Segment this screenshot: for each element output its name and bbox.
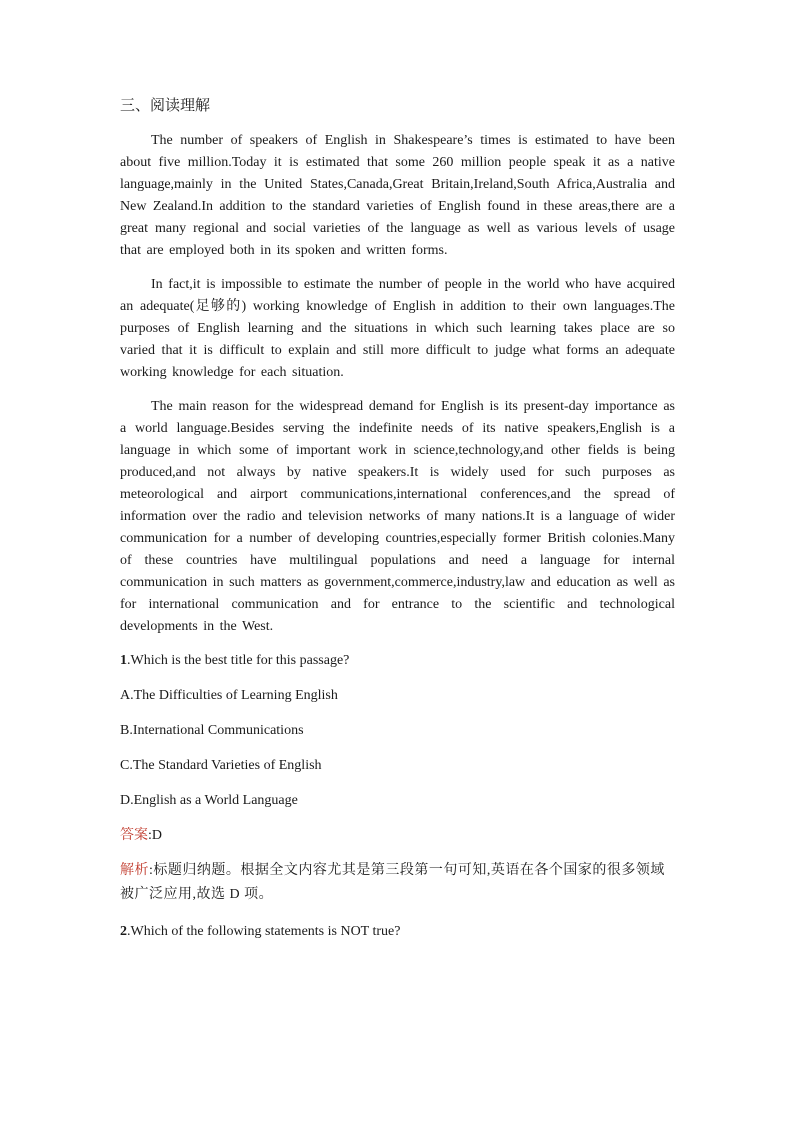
question-1-option-d: D.English as a World Language: [120, 793, 298, 808]
question-1-option-c: C.The Standard Varieties of English: [120, 758, 322, 773]
question-1-option-b: B.International Communications: [120, 723, 304, 738]
question-2-text: .Which of the following statements is NOT true?: [127, 924, 401, 939]
question-1: [120, 650, 675, 672]
document-page: [120, 96, 675, 956]
analysis-label: 解析: [120, 863, 149, 878]
answer-label: 答案: [120, 828, 148, 843]
section-title: 三、阅读理解: [120, 98, 211, 114]
question-1-answer: [120, 825, 675, 847]
analysis-text: :标题归纳题。根据全文内容尤其是第三段第一句可知,英语在各个国家的很多领域被广泛应用,故选 D 项。: [120, 863, 665, 902]
question-1-number: 1: [120, 653, 127, 668]
question-1-text: .Which is the best title for this passage?: [127, 653, 350, 668]
passage-paragraph-3: The main reason for the widespread demand for English is its present-day importance as a world language.Besides serving the indefinite needs of its native speakers,English is a language in which some of important work in science,technology,and other fields is being produced,and not always by native speakers.It is widely used for such purposes as meteorological and airport communications,international conferences,and the spread of information over the radio and television networks of many nations.It is a language of wider communication for a number of developing countries,especially former British colonies.Many of these countries have multilingual populations and need a language for internal communication in such matters as government,commerce,industry,law and education as well as for international communication and for entrance to the scientific and technological developments in the West.: [120, 399, 675, 634]
question-2: [120, 921, 675, 943]
answer-value: :D: [148, 828, 162, 843]
passage-paragraph-1: The number of speakers of English in Shakespeare’s times is estimated to have been about five million.Today it is estimated that some 260 million people speak it as a native language,mainly in the United States,Canada,Great Britain,Ireland,South Africa,Australia and New Zealand.In addition to the standard varieties of English found in these areas,there are a great many regional and social varieties of the language as well as various levels of usage that are employed both in its spoken and written forms.: [120, 133, 675, 258]
passage-paragraph-2: In fact,it is impossible to estimate the number of people in the world who have acquired an adequate(足够的) working knowledge of English in addition to their own languages.The purposes of English learning and the situations in which such learning takes place are so varied that it is difficult to explain and still more difficult to judge what forms an adequate working knowledge for each situation.: [120, 277, 675, 380]
question-2-number: 2: [120, 924, 127, 939]
question-1-analysis: [120, 859, 675, 907]
question-1-option-a: A.The Difficulties of Learning English: [120, 688, 338, 703]
